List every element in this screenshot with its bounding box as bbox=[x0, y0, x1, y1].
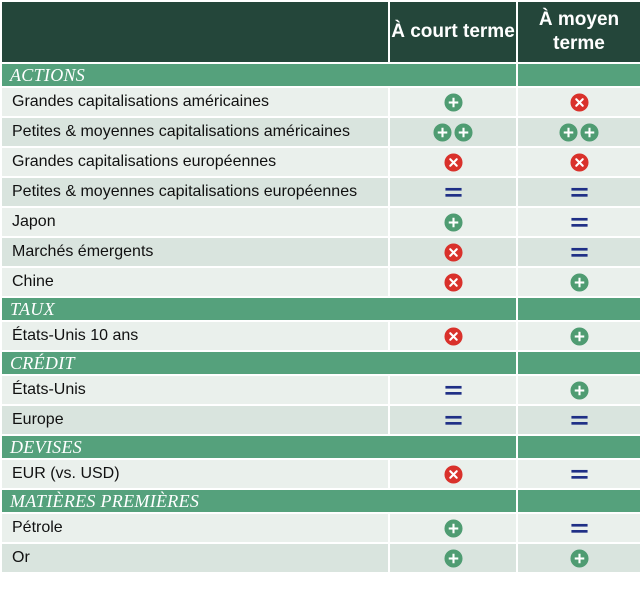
plus-icon bbox=[580, 123, 599, 142]
short-term-signal bbox=[389, 87, 517, 117]
asset-label: Marchés émergents bbox=[1, 237, 389, 267]
asset-label: Pétrole bbox=[1, 513, 389, 543]
short-term-signal bbox=[389, 321, 517, 351]
table-row bbox=[1, 177, 641, 207]
negative-x-icon bbox=[444, 465, 463, 484]
plus-icon bbox=[444, 93, 463, 112]
table-row bbox=[1, 237, 641, 267]
table-header-row bbox=[1, 1, 641, 63]
short-term-signal bbox=[389, 459, 517, 489]
medium-term-signal bbox=[517, 267, 641, 297]
section-row bbox=[1, 489, 641, 513]
equal-icon bbox=[444, 183, 463, 202]
plus-icon bbox=[444, 549, 463, 568]
short-term-signal bbox=[389, 147, 517, 177]
header-blank-cell bbox=[1, 1, 389, 63]
asset-label: Japon bbox=[1, 207, 389, 237]
medium-term-signal bbox=[517, 321, 641, 351]
equal-icon bbox=[570, 243, 589, 262]
plus-icon bbox=[454, 123, 473, 142]
plus-icon bbox=[570, 327, 589, 346]
short-term-signal bbox=[389, 207, 517, 237]
equal-icon bbox=[570, 411, 589, 430]
table-row bbox=[1, 459, 641, 489]
table-row bbox=[1, 207, 641, 237]
plus-icon bbox=[444, 213, 463, 232]
header-short-term: À court terme bbox=[389, 1, 517, 63]
asset-label: Grandes capitalisations européennes bbox=[1, 147, 389, 177]
plus-icon bbox=[570, 273, 589, 292]
table-row bbox=[1, 375, 641, 405]
section-row bbox=[1, 435, 641, 459]
section-empty-cell bbox=[517, 489, 641, 513]
section-title: MATIÈRES PREMIÈRES bbox=[1, 489, 517, 513]
medium-term-signal bbox=[517, 147, 641, 177]
section-title: DEVISES bbox=[1, 435, 517, 459]
medium-term-signal bbox=[517, 459, 641, 489]
plus-icon bbox=[570, 381, 589, 400]
asset-label: Petites & moyennes capitalisations américaines bbox=[1, 117, 389, 147]
equal-icon bbox=[444, 381, 463, 400]
negative-x-icon bbox=[444, 327, 463, 346]
negative-x-icon bbox=[570, 93, 589, 112]
short-term-signal bbox=[389, 237, 517, 267]
equal-icon bbox=[570, 213, 589, 232]
asset-label: Grandes capitalisations américaines bbox=[1, 87, 389, 117]
short-term-signal bbox=[389, 267, 517, 297]
asset-label: Europe bbox=[1, 405, 389, 435]
section-empty-cell bbox=[517, 435, 641, 459]
negative-x-icon bbox=[570, 153, 589, 172]
section-row bbox=[1, 63, 641, 87]
medium-term-signal bbox=[517, 117, 641, 147]
equal-icon bbox=[570, 183, 589, 202]
table-row bbox=[1, 513, 641, 543]
equal-icon bbox=[570, 465, 589, 484]
medium-term-signal bbox=[517, 87, 641, 117]
plus-icon bbox=[570, 549, 589, 568]
section-title: TAUX bbox=[1, 297, 517, 321]
table-body bbox=[1, 63, 641, 573]
section-empty-cell bbox=[517, 351, 641, 375]
table-row bbox=[1, 87, 641, 117]
asset-label: Chine bbox=[1, 267, 389, 297]
asset-label: Petites & moyennes capitalisations européennes bbox=[1, 177, 389, 207]
plus-icon bbox=[444, 519, 463, 538]
short-term-signal bbox=[389, 513, 517, 543]
medium-term-signal bbox=[517, 405, 641, 435]
section-empty-cell bbox=[517, 297, 641, 321]
section-row bbox=[1, 351, 641, 375]
medium-term-signal bbox=[517, 177, 641, 207]
negative-x-icon bbox=[444, 273, 463, 292]
negative-x-icon bbox=[444, 153, 463, 172]
section-empty-cell bbox=[517, 63, 641, 87]
short-term-signal bbox=[389, 117, 517, 147]
medium-term-signal bbox=[517, 375, 641, 405]
table-row bbox=[1, 543, 641, 573]
short-term-signal bbox=[389, 405, 517, 435]
asset-label: États-Unis bbox=[1, 375, 389, 405]
plus-icon bbox=[559, 123, 578, 142]
table-row bbox=[1, 405, 641, 435]
short-term-signal bbox=[389, 177, 517, 207]
equal-icon bbox=[570, 519, 589, 538]
negative-x-icon bbox=[444, 243, 463, 262]
medium-term-signal bbox=[517, 237, 641, 267]
medium-term-signal bbox=[517, 513, 641, 543]
section-title: ACTIONS bbox=[1, 63, 517, 87]
asset-label: États-Unis 10 ans bbox=[1, 321, 389, 351]
asset-label: Or bbox=[1, 543, 389, 573]
table-row bbox=[1, 267, 641, 297]
equal-icon bbox=[444, 411, 463, 430]
short-term-signal bbox=[389, 375, 517, 405]
medium-term-signal bbox=[517, 543, 641, 573]
table-row bbox=[1, 117, 641, 147]
asset-label: EUR (vs. USD) bbox=[1, 459, 389, 489]
plus-icon bbox=[433, 123, 452, 142]
section-title: CRÉDIT bbox=[1, 351, 517, 375]
short-term-signal bbox=[389, 543, 517, 573]
header-medium-term: À moyen terme bbox=[517, 1, 641, 63]
table-row bbox=[1, 147, 641, 177]
section-row bbox=[1, 297, 641, 321]
table-row bbox=[1, 321, 641, 351]
medium-term-signal bbox=[517, 207, 641, 237]
